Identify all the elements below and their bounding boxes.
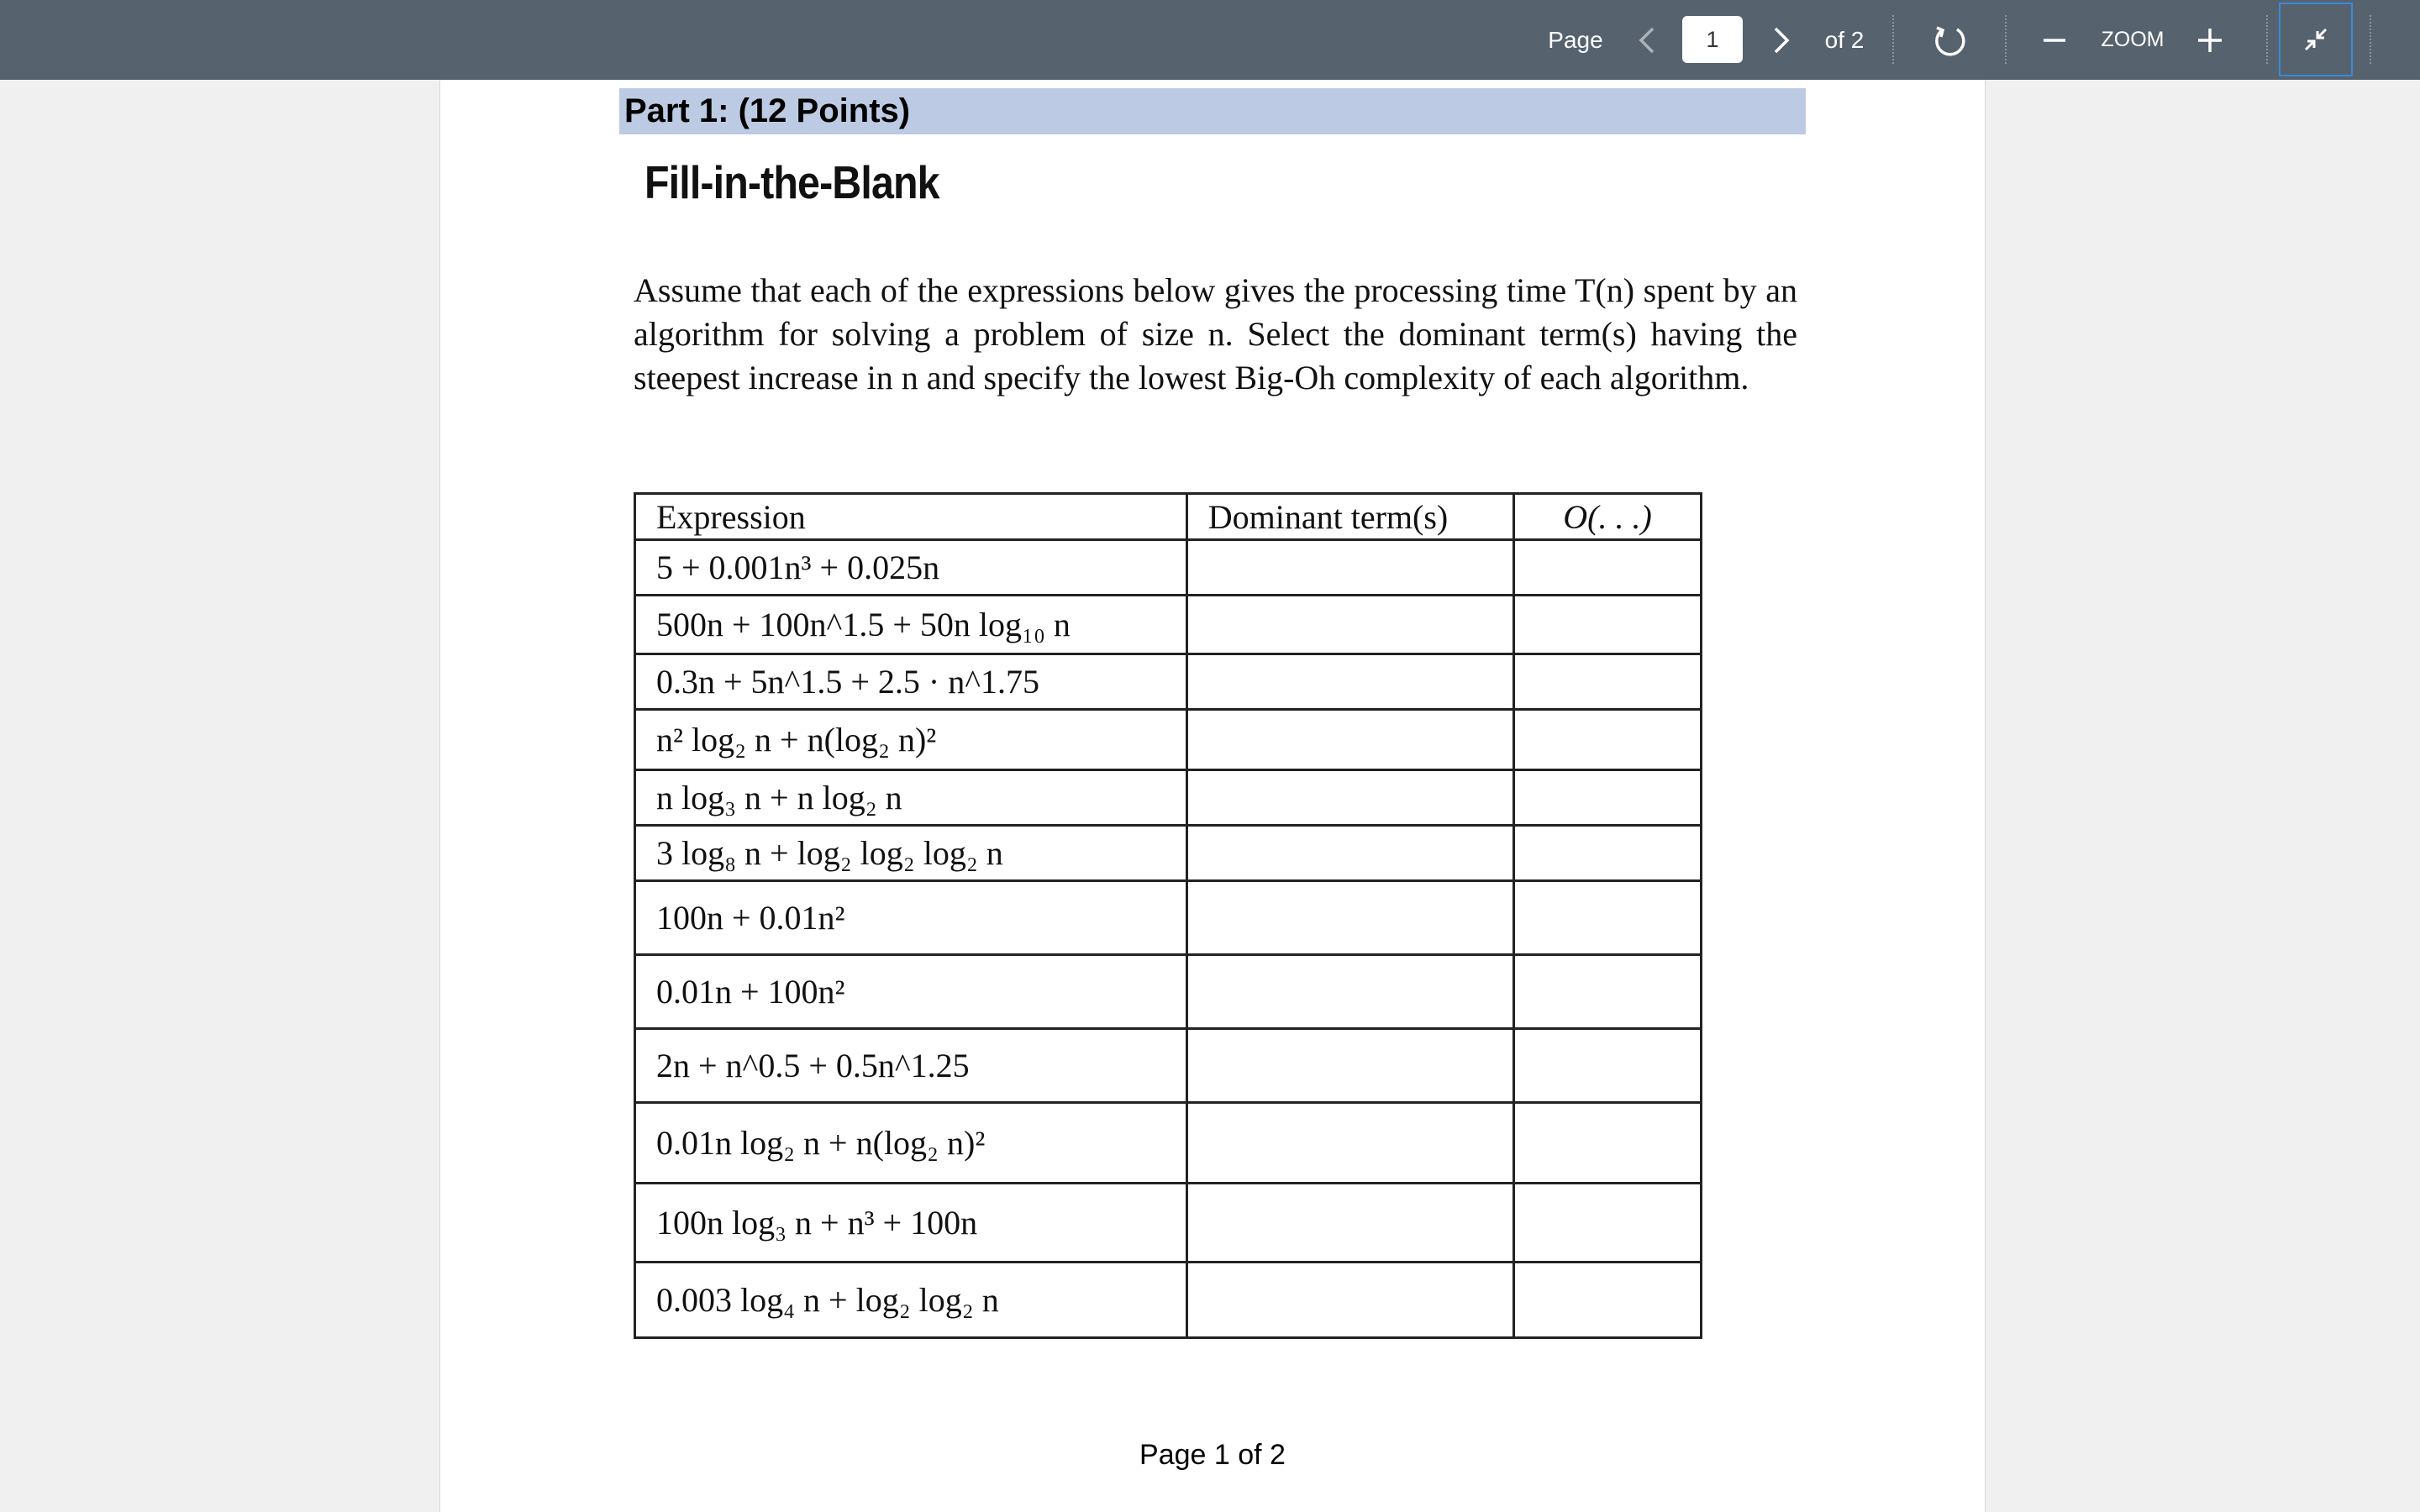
expression-cell: 2n + n^0.5 + 0.5n^1.25 xyxy=(635,1029,1187,1103)
table-row xyxy=(635,1184,1702,1263)
expression-cell: n² log₂ n + n(log₂ n)² xyxy=(635,710,1187,770)
table-row xyxy=(635,596,1702,654)
big-oh-cell[interactable] xyxy=(1514,1263,1702,1338)
question-table xyxy=(634,492,1702,1339)
table-row xyxy=(635,1263,1702,1338)
expression-cell: 100n log₃ n + n³ + 100n xyxy=(635,1184,1187,1263)
table-row xyxy=(635,770,1702,826)
expression-cell: 500n + 100n^1.5 + 50n log₁₀ n xyxy=(635,596,1187,654)
dominant-term-cell[interactable] xyxy=(1186,881,1513,955)
minus-icon xyxy=(2042,28,2067,53)
expression-cell: 0.01n log₂ n + n(log₂ n)² xyxy=(635,1103,1187,1184)
big-oh-cell[interactable] xyxy=(1514,955,1702,1029)
table-row xyxy=(635,1103,1702,1184)
pdf-page xyxy=(439,80,1986,1512)
big-oh-cell[interactable] xyxy=(1514,770,1702,826)
expression-cell: 3 log₈ n + log₂ log₂ log₂ n xyxy=(635,826,1187,881)
dominant-term-cell[interactable] xyxy=(1186,770,1513,826)
toolbar-divider xyxy=(1892,15,1894,64)
zoom-label: ZOOM xyxy=(2101,28,2165,51)
table-row xyxy=(635,710,1702,770)
dominant-term-cell[interactable] xyxy=(1186,1029,1513,1103)
table-row xyxy=(635,540,1702,596)
dominant-term-cell[interactable] xyxy=(1186,1263,1513,1338)
chevron-left-icon xyxy=(1638,26,1656,55)
chevron-right-icon xyxy=(1772,26,1791,55)
table-row xyxy=(635,826,1702,881)
dominant-term-cell[interactable] xyxy=(1186,540,1513,596)
table-row xyxy=(635,654,1702,710)
big-oh-cell[interactable] xyxy=(1514,1029,1702,1103)
part-heading: Part 1: (12 Points) xyxy=(619,88,1806,134)
toolbar-divider xyxy=(2370,15,2371,64)
big-oh-cell[interactable] xyxy=(1514,1103,1702,1184)
big-oh-cell[interactable] xyxy=(1514,540,1702,596)
table-header-row xyxy=(635,494,1702,540)
exit-fullscreen-button[interactable] xyxy=(2279,3,2353,76)
expression-cell: 0.3n + 5n^1.5 + 2.5 · n^1.75 xyxy=(635,654,1187,710)
refresh-icon xyxy=(1932,23,1967,58)
pdf-toolbar xyxy=(0,0,2420,80)
expression-cell: n log₃ n + n log₂ n xyxy=(635,770,1187,826)
dominant-term-cell[interactable] xyxy=(1186,955,1513,1029)
big-oh-cell[interactable] xyxy=(1514,826,1702,881)
toolbar-divider xyxy=(2266,15,2268,64)
page-footer: Page 1 of 2 xyxy=(1139,1439,1286,1471)
zoom-out-button[interactable] xyxy=(2033,0,2075,80)
page-count: of 2 xyxy=(1824,26,1865,53)
section-title: Fill-in-the-Blank xyxy=(644,156,939,208)
dominant-term-cell[interactable] xyxy=(1186,710,1513,770)
previous-page-button[interactable] xyxy=(1626,0,1668,80)
big-oh-cell[interactable] xyxy=(1514,710,1702,770)
column-header-dominant-terms: Dominant term(s) xyxy=(1186,494,1513,540)
collapse-icon xyxy=(2301,24,2331,55)
dominant-term-cell[interactable] xyxy=(1186,1103,1513,1184)
big-oh-cell[interactable] xyxy=(1514,596,1702,654)
toolbar-divider xyxy=(2005,15,2007,64)
expression-cell: 0.003 log₄ n + log₂ log₂ n xyxy=(635,1263,1187,1338)
big-oh-cell[interactable] xyxy=(1514,1184,1702,1263)
table-row xyxy=(635,955,1702,1029)
refresh-button[interactable] xyxy=(1924,0,1975,80)
page-number-input[interactable] xyxy=(1682,16,1743,63)
zoom-in-button[interactable] xyxy=(2189,0,2231,80)
column-header-expression: Expression xyxy=(635,494,1187,540)
big-oh-cell[interactable] xyxy=(1514,654,1702,710)
next-page-button[interactable] xyxy=(1760,0,1802,80)
expression-cell: 100n + 0.01n² xyxy=(635,881,1187,955)
page-label: Page xyxy=(1548,26,1603,53)
table-row xyxy=(635,1029,1702,1103)
dominant-term-cell[interactable] xyxy=(1186,826,1513,881)
big-oh-cell[interactable] xyxy=(1514,881,1702,955)
column-header-big-oh: O(. . .) xyxy=(1514,494,1702,540)
expression-cell: 0.01n + 100n² xyxy=(635,955,1187,1029)
dominant-term-cell[interactable] xyxy=(1186,1184,1513,1263)
table-row xyxy=(635,881,1702,955)
plus-icon xyxy=(2196,27,2223,54)
dominant-term-cell[interactable] xyxy=(1186,596,1513,654)
instructions-paragraph: Assume that each of the expressions below gives the processing time T(n) spent by an algorithm for solving a problem of size n. Select the dominant term(s) having the steepest increase in n and specify the lowest Big-Oh complexity of each algorithm. xyxy=(634,271,1797,396)
dominant-term-cell[interactable] xyxy=(1186,654,1513,710)
expression-cell: 5 + 0.001n³ + 0.025n xyxy=(635,540,1187,596)
